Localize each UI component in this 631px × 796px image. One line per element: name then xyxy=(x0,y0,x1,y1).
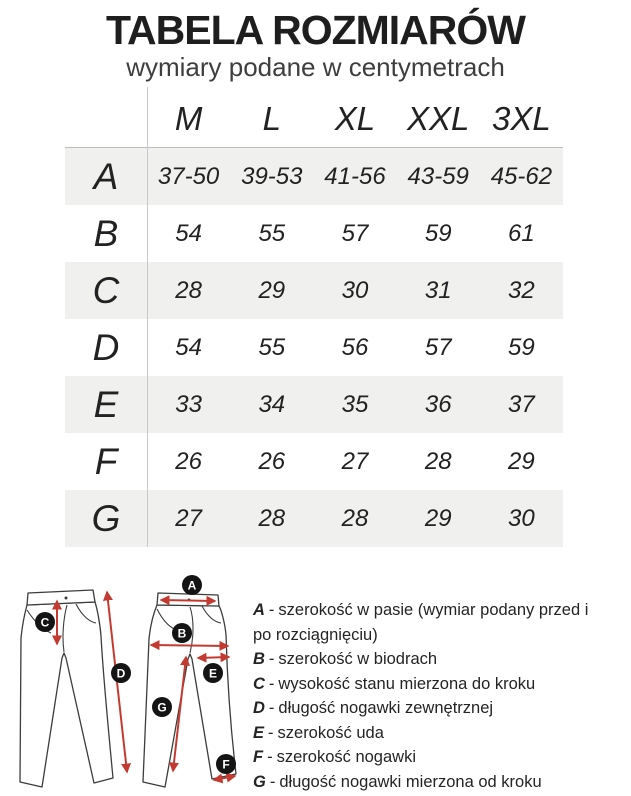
size-value: 30 xyxy=(508,504,535,532)
table-header-row xyxy=(65,90,563,148)
legend-item-E xyxy=(253,721,601,746)
table-row-D xyxy=(65,319,563,376)
size-value: 29 xyxy=(258,276,286,304)
legend-separator: - xyxy=(268,699,275,717)
svg-text:F: F xyxy=(222,757,230,772)
table-column-divider xyxy=(147,87,148,547)
waistband xyxy=(27,590,95,605)
legend-key: E xyxy=(253,723,265,742)
measure-badge-d xyxy=(111,663,131,683)
legend-separator: - xyxy=(268,723,274,742)
legend-text: szerokość uda xyxy=(277,723,384,742)
legend-item-G xyxy=(253,770,601,795)
legend-key: A xyxy=(253,601,265,619)
size-value: 54 xyxy=(175,219,202,247)
row-label: D xyxy=(92,326,120,368)
size-value: 28 xyxy=(175,276,202,304)
size-value: 39-53 xyxy=(241,162,303,190)
legend-separator: - xyxy=(268,650,275,668)
pants-diagram-right xyxy=(130,575,250,796)
measure-badge-e xyxy=(203,663,223,683)
table-row-F xyxy=(65,433,563,490)
size-value: 61 xyxy=(508,219,535,247)
table-row-G xyxy=(65,490,563,547)
column-header-3XL: 3XL xyxy=(492,99,551,137)
legend-item-F xyxy=(253,745,601,770)
size-value: 26 xyxy=(258,447,286,475)
legend-text: długość nogawki zewnętrznej xyxy=(278,699,494,717)
row-label: E xyxy=(93,383,119,425)
measure-arrow-b xyxy=(151,645,228,646)
size-value: 26 xyxy=(175,447,202,475)
column-header-XXL: XXL xyxy=(407,99,470,137)
legend-key: C xyxy=(253,674,265,693)
size-value: 34 xyxy=(258,390,286,418)
measure-badge-g xyxy=(152,697,172,717)
size-value: 31 xyxy=(424,276,452,304)
svg-text:G: G xyxy=(157,700,167,715)
size-value: 29 xyxy=(508,447,535,475)
size-value: 27 xyxy=(341,447,369,475)
legend-item-A xyxy=(253,598,601,647)
legend-key: B xyxy=(253,650,265,668)
row-label: B xyxy=(93,212,119,254)
size-value: 57 xyxy=(341,219,369,247)
measure-badge-b xyxy=(172,623,192,643)
pants-diagram-left xyxy=(10,578,142,796)
measure-badge-a xyxy=(182,575,202,595)
legend-separator: - xyxy=(269,772,276,791)
size-value: 27 xyxy=(175,504,202,532)
row-label: A xyxy=(93,155,119,197)
legend-key: G xyxy=(253,772,266,791)
size-value: 28 xyxy=(424,447,452,475)
size-value: 33 xyxy=(175,390,202,418)
size-value: 28 xyxy=(341,504,369,532)
size-value: 37-50 xyxy=(157,162,220,190)
svg-text:D: D xyxy=(116,666,126,681)
svg-text:A: A xyxy=(187,578,197,593)
size-value: 35 xyxy=(341,390,369,418)
size-value: 59 xyxy=(424,219,452,247)
legend-text: długość nogawki mierzona od kroku xyxy=(279,772,542,791)
column-header-XL: XL xyxy=(334,99,376,137)
row-label: C xyxy=(92,269,120,311)
legend-separator: - xyxy=(267,748,273,766)
measure-badge-c xyxy=(35,612,55,632)
legend-item-B xyxy=(253,647,601,672)
table-corner-cell xyxy=(65,90,147,147)
legend-separator: - xyxy=(268,674,275,693)
table-row-C xyxy=(65,262,563,319)
size-value: 57 xyxy=(424,333,452,361)
size-value: 37 xyxy=(508,390,535,418)
size-value: 55 xyxy=(258,219,286,247)
size-value: 45-62 xyxy=(490,162,553,190)
legend-text: szerokość nogawki xyxy=(276,748,416,766)
size-value: 59 xyxy=(508,333,535,361)
svg-text:E: E xyxy=(208,666,218,681)
size-value: 43-59 xyxy=(407,162,469,190)
legend-item-D xyxy=(253,696,601,721)
legend-text: wysokość stanu mierzona do kroku xyxy=(278,674,536,693)
size-value: 28 xyxy=(258,504,286,532)
size-value: 56 xyxy=(341,333,369,361)
legend-key: D xyxy=(253,699,265,717)
size-value: 41-56 xyxy=(324,162,386,190)
legend-text: szerokość w biodrach xyxy=(278,650,438,668)
size-table xyxy=(65,90,563,547)
size-value: 55 xyxy=(258,333,286,361)
measure-badge-f xyxy=(216,754,236,774)
table-row-B xyxy=(65,205,563,262)
button xyxy=(65,597,68,600)
legend-text: szerokość w pasie (wymiar podany przed i po rozciągnięciu) xyxy=(253,601,589,644)
size-table-rows xyxy=(65,90,563,547)
pants-body-outline xyxy=(20,602,113,787)
size-value: 29 xyxy=(424,504,452,532)
table-row-A xyxy=(65,148,563,205)
table-row-E xyxy=(65,376,563,433)
legend-key: F xyxy=(253,748,264,766)
size-value: 30 xyxy=(341,276,369,304)
row-label: G xyxy=(91,497,121,539)
page-title: TABELA ROZMIARÓW xyxy=(106,7,525,53)
svg-text:C: C xyxy=(40,615,50,630)
column-header-M: M xyxy=(174,99,203,137)
size-value: 32 xyxy=(508,276,535,304)
legend-item-C xyxy=(253,672,601,697)
measure-arrow-e xyxy=(198,657,229,658)
page-subtitle: wymiary podane w centymetrach xyxy=(126,52,505,82)
measure-legend xyxy=(253,598,601,794)
size-value: 36 xyxy=(424,390,452,418)
size-value: 54 xyxy=(175,333,202,361)
svg-text:B: B xyxy=(177,626,187,641)
row-label: F xyxy=(94,440,118,482)
column-header-L: L xyxy=(262,99,281,137)
legend-separator: - xyxy=(268,601,275,619)
measure-arrow-a xyxy=(161,600,215,601)
